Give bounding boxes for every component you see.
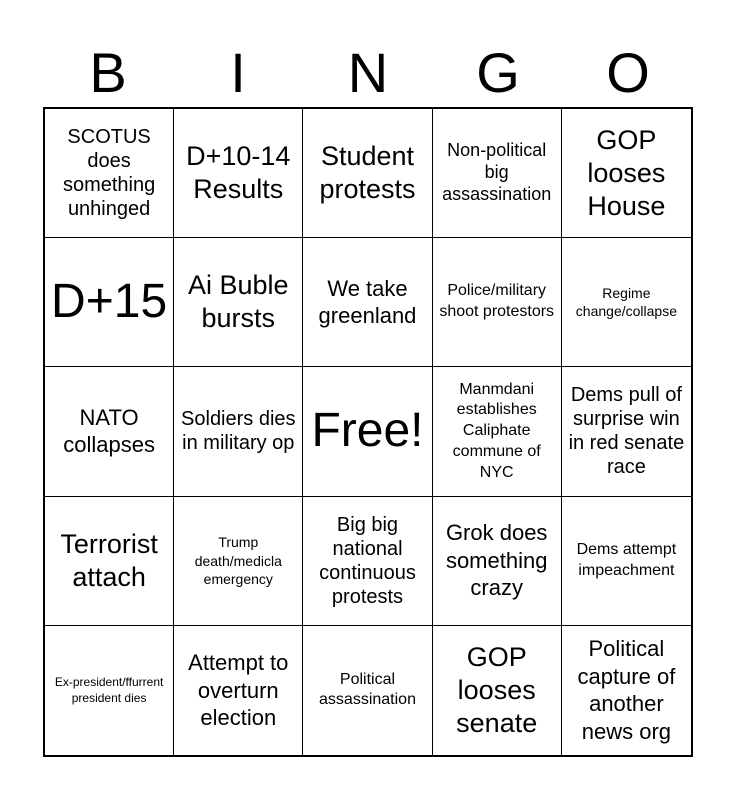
bingo-header [43, 40, 693, 106]
bingo-cell[interactable]: D+10-14 Results [174, 109, 303, 238]
bingo-cell[interactable]: Regime change/collapse [562, 238, 691, 367]
bingo-cell[interactable]: Student protests [303, 109, 432, 238]
bingo-cell[interactable]: Grok does something crazy [433, 497, 562, 626]
header-letter-n: N [347, 41, 389, 104]
bingo-cell[interactable]: Ai Buble bursts [174, 238, 303, 367]
bingo-cell[interactable]: Non-political big assassination [433, 109, 562, 238]
header-letter-g: G [476, 41, 520, 104]
bingo-cell[interactable]: GOP looses senate [433, 626, 562, 755]
header-letter-o: O [606, 41, 650, 104]
bingo-cell[interactable]: We take greenland [303, 238, 432, 367]
bingo-cell[interactable]: Terrorist attach [45, 497, 174, 626]
bingo-cell[interactable]: Dems pull of surprise win in red senate race [562, 367, 691, 496]
bingo-cell[interactable]: Attempt to overturn election [174, 626, 303, 755]
bingo-cell[interactable]: Police/military shoot protestors [433, 238, 562, 367]
bingo-cell[interactable]: Ex-president/ffurrent president dies [45, 626, 174, 755]
bingo-cell[interactable]: Big big national continuous protests [303, 497, 432, 626]
header-letter-b: B [89, 41, 127, 104]
bingo-cell[interactable]: D+15 [45, 238, 174, 367]
bingo-cell[interactable]: Trump death/medicla emergency [174, 497, 303, 626]
bingo-cell[interactable]: NATO collapses [45, 367, 174, 496]
bingo-cell[interactable]: Soldiers dies in military op [174, 367, 303, 496]
bingo-cell[interactable]: Manmdani establishes Caliphate commune of NYC [433, 367, 562, 496]
bingo-cell[interactable]: Dems attempt impeachment [562, 497, 691, 626]
bingo-cell[interactable]: SCOTUS does something unhinged [45, 109, 174, 238]
header-letter-i: I [230, 41, 246, 104]
bingo-cell[interactable]: Political assassination [303, 626, 432, 755]
bingo-cell[interactable]: GOP looses House [562, 109, 691, 238]
bingo-board [43, 107, 693, 757]
free-space-cell[interactable]: Free! [303, 367, 432, 496]
bingo-cell[interactable]: Political capture of another news org [577, 636, 676, 744]
